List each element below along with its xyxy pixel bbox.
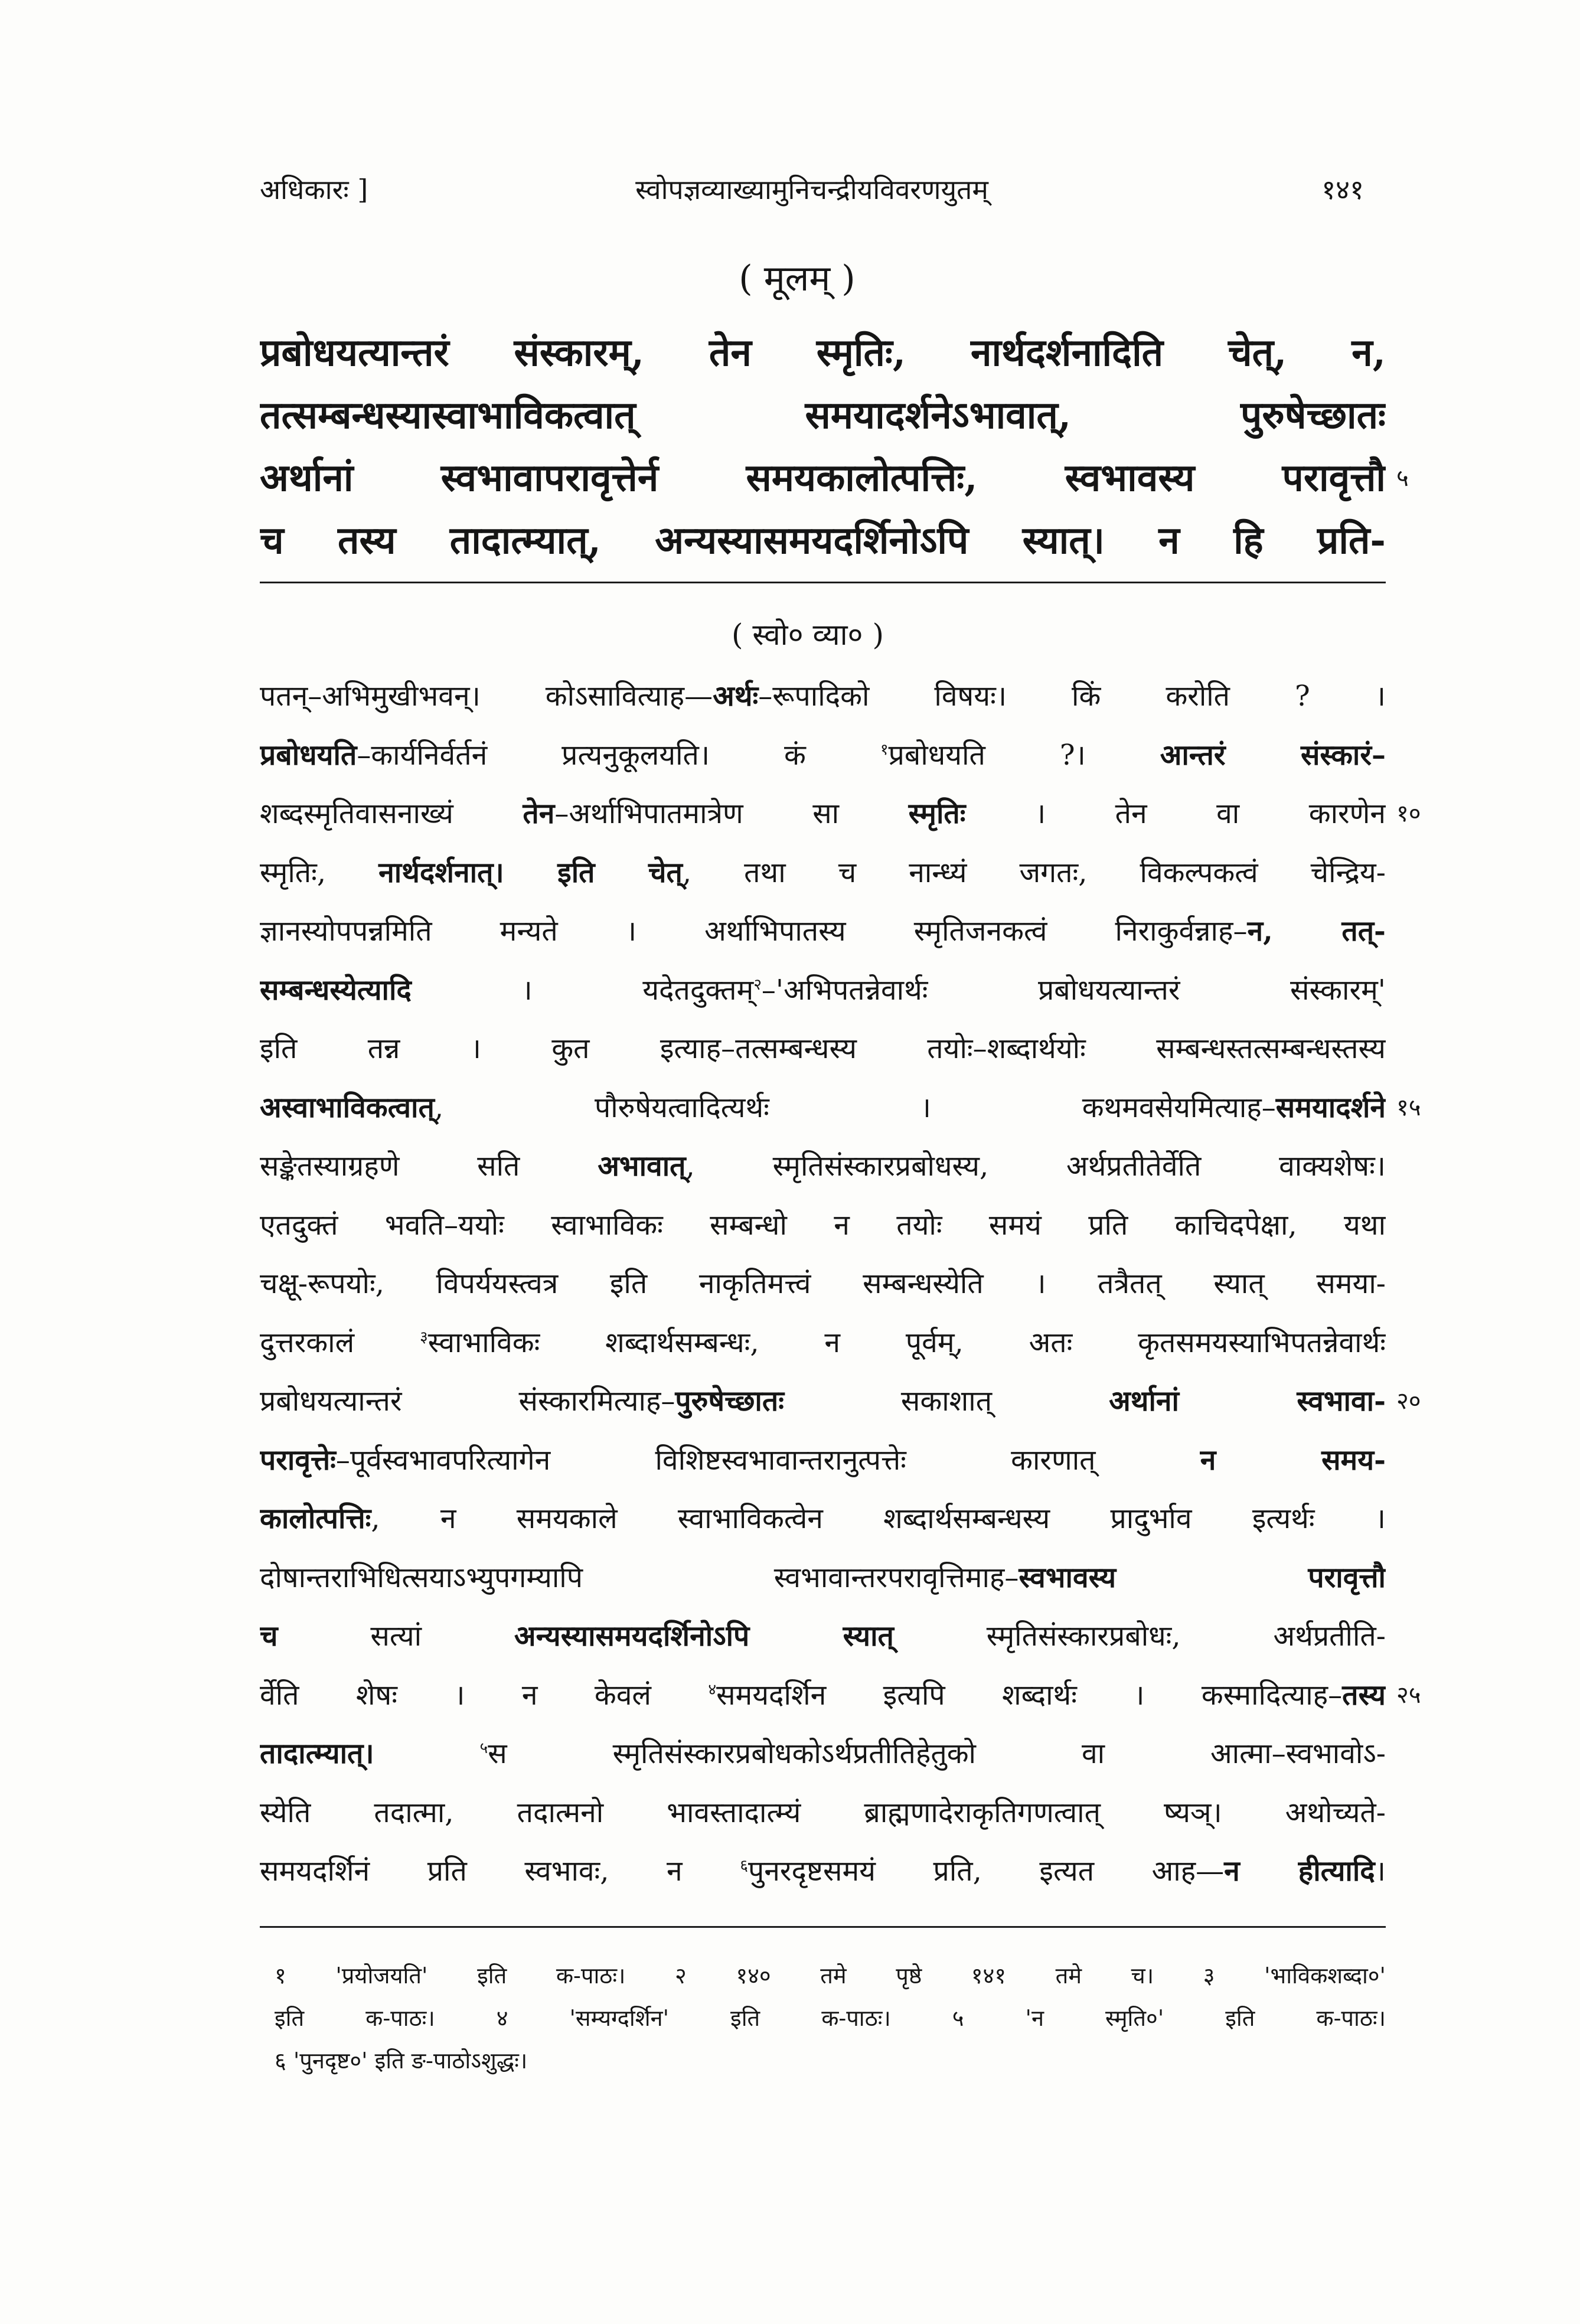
footnote-line: १ 'प्रयोजयति' इति क-पाठः। २ १४० तमे पृष्ठे १४१ तमे च। ३ 'भाविकशब्दा०' — [275, 1963, 1386, 1989]
footnote-line: इति क-पाठः। ४ 'सम्यग्दर्शिन' इति क-पाठः। ५ 'न स्मृति०' इति क-पाठः। — [275, 2005, 1386, 2031]
mula-section-heading: ( मूलम् ) — [739, 258, 856, 299]
footnote-marker: ४ — [708, 1680, 717, 1699]
commentary-line — [260, 1196, 1464, 1255]
margin-line-number: १५ — [1396, 1094, 1421, 1121]
margin-line-number: २५ — [1396, 1681, 1421, 1709]
section-divider — [260, 582, 1386, 583]
commentary-text — [374, 1737, 480, 1770]
commentary-line — [260, 667, 1464, 726]
commentary-line — [260, 785, 1464, 844]
commentary-line — [260, 1431, 1464, 1490]
quoted-mula-text: स्मृतिः — [908, 797, 966, 830]
commentary-line — [260, 1842, 1464, 1901]
footnote-marker: ३ — [419, 1327, 428, 1346]
quoted-mula-text: न समय- — [1200, 1443, 1386, 1477]
commentary-text: , न समयकाले स्वाभाविकत्वेन शब्दार्थसम्बन्धस्य प्रादुर्भाव इत्यर्थः । — [371, 1502, 1386, 1535]
commentary-line — [260, 1314, 1464, 1373]
running-title: स्वोपज्ञव्याख्यामुनिचन्द्रीयविवरणयुतम् — [635, 174, 988, 205]
commentary-line-text — [260, 667, 1386, 726]
quoted-mula-text: तेन — [523, 797, 555, 830]
commentary-line — [260, 1666, 1464, 1725]
mula-text-block — [260, 322, 1464, 572]
commentary-line — [260, 902, 1464, 961]
commentary-text: दुत्तरकालं — [260, 1326, 420, 1359]
mula-line — [260, 322, 1464, 384]
commentary-line-text — [260, 902, 1386, 961]
margin-line-number: १० — [1396, 800, 1421, 827]
commentary-line-text — [260, 1020, 1386, 1079]
commentary-line-text — [260, 1607, 1386, 1666]
commentary-line-text — [260, 1842, 1386, 1901]
commentary-text: । तेन वा कारणेन — [965, 797, 1386, 830]
commentary-line-text — [260, 1784, 1386, 1843]
commentary-line — [260, 1255, 1464, 1314]
mula-line-text: प्रबोधयत्यान्तरं संस्कारम्, तेन स्मृतिः, नार्थदर्शनादिति चेत्, न, — [260, 331, 1386, 375]
commentary-text: स्वाभाविकः शब्दार्थसम्बन्धः, न पूर्वम्, अतः कृतसमयस्याभिपतन्नेवार्थः — [427, 1326, 1386, 1359]
commentary-line — [260, 1725, 1464, 1784]
quoted-mula-text: अन्यस्यासमयदर्शिनोऽपि स्यात् — [514, 1620, 894, 1653]
mula-line — [260, 510, 1464, 572]
quoted-mula-text: अर्थः — [713, 680, 759, 713]
commentary-line-text — [260, 1725, 1386, 1784]
commentary-text: दोषान्तराभिधित्सयाऽभ्युपगम्यापि स्वभावान्तरपरावृत्तिमाह– — [260, 1561, 1019, 1594]
commentary-line — [260, 1020, 1464, 1079]
mula-line — [260, 447, 1464, 510]
quoted-mula-text: तस्य — [1342, 1678, 1386, 1712]
commentary-line — [260, 1784, 1464, 1843]
commentary-line — [260, 1137, 1464, 1196]
footnote-marker: १ — [880, 740, 889, 759]
quoted-mula-text: पुरुषेच्छातः — [675, 1385, 784, 1418]
mula-line-text: अर्थानां स्वभावापरावृत्तेर्न समयकालोत्पत्तिः, स्वभावस्य परावृत्तौ — [260, 456, 1386, 500]
commentary-line-text — [260, 1137, 1386, 1196]
commentary-text: स्येति तदात्मा, तदात्मनो भावस्तादात्म्यं ब्राह्मणादेराकृतिगणत्वात् ष्यञ्। अथोच्यते- — [260, 1796, 1386, 1829]
commentary-text: –पूर्वस्वभावपरित्यागेन विशिष्टस्वभावान्तरानुत्पत्तेः कारणात् — [335, 1443, 1200, 1477]
footnote-marker: ६ — [740, 1856, 748, 1875]
commentary-text: एतदुक्तं भवति–ययोः स्वाभाविकः सम्बन्धो न तयोः समयं प्रति काचिदपेक्षा, यथा — [260, 1208, 1386, 1242]
mula-line-text: तत्सम्बन्धस्यास्वाभाविकत्वात् समयादर्शनेऽभावात्, पुरुषेच्छातः — [260, 393, 1386, 438]
commentary-text: –रूपादिको विषयः। किं करोति ? । — [758, 680, 1386, 713]
commentary-line — [260, 844, 1464, 903]
commentary-line-text — [260, 1666, 1386, 1725]
commentary-line-text — [260, 844, 1386, 903]
commentary-line-text — [260, 1255, 1386, 1314]
commentary-line-text — [260, 1314, 1386, 1373]
commentary-text: , पौरुषेयत्वादित्यर्थः । कथमवसेयमित्याह– — [434, 1091, 1276, 1124]
commentary-text: ज्ञानस्योपपन्नमिति मन्यते । अर्थाभिपातस्य स्मृतिजनकत्वं निराकुर्वन्नाह– — [260, 915, 1248, 948]
commentary-text: प्रबोधयत्यान्तरं संस्कारमित्याह– — [260, 1385, 675, 1418]
commentary-line-text — [260, 1372, 1386, 1431]
footnote-marker: ५ — [479, 1739, 488, 1757]
commentary-line-text — [260, 1549, 1386, 1608]
footnote-line: ६ 'पुनदृष्ट०' इति ङ-पाठोऽशुद्धः। — [275, 2048, 528, 2074]
commentary-text: पुनरदृष्टसमयं प्रति, इत्यत आह— — [747, 1855, 1225, 1888]
commentary-line-text — [260, 961, 1386, 1020]
quoted-mula-text: समयादर्शने — [1275, 1091, 1386, 1124]
mula-line — [260, 384, 1464, 447]
commentary-line — [260, 1490, 1464, 1549]
commentary-text: पतन्–अभिमुखीभवन्। कोऽसावित्याह— — [260, 680, 713, 713]
commentary-text: –अर्थाभिपातमात्रेण सा — [554, 797, 909, 830]
commentary-text: । — [1375, 1855, 1386, 1888]
commentary-line-text — [260, 1431, 1386, 1490]
quoted-mula-text: च — [260, 1620, 278, 1653]
quoted-mula-text: आन्तरं संस्कारं– — [1160, 738, 1386, 772]
commentary-text: स स्मृतिसंस्कारप्रबोधकोऽर्थप्रतीतिहेतुको वा आत्मा–स्वभावोऽ- — [488, 1737, 1386, 1770]
commentary-text: र्वेति शेषः । न केवलं — [260, 1678, 709, 1712]
quoted-mula-text: स्वभावस्य परावृत्तौ — [1018, 1561, 1386, 1594]
quoted-mula-text: अभावात् — [598, 1150, 686, 1183]
commentary-line-text — [260, 726, 1386, 785]
page-number: १४१ — [1321, 174, 1364, 205]
footnote-marker: २ — [753, 975, 762, 994]
chapter-label: अधिकारः ] — [260, 174, 368, 205]
commentary-text-block — [260, 667, 1464, 1901]
quoted-mula-text: तादात्म्यात्। — [260, 1737, 374, 1770]
commentary-text: स्मृतिसंस्कारप्रबोधः, अर्थप्रतीति- — [893, 1620, 1386, 1653]
commentary-text: प्रबोधयति ?। — [888, 738, 1160, 772]
commentary-line — [260, 1549, 1464, 1608]
quoted-mula-text: प्रबोधयति — [260, 738, 357, 772]
quoted-mula-text: न, तत्- — [1247, 915, 1386, 948]
quoted-mula-text: अस्वाभाविकत्वात् — [260, 1091, 435, 1124]
commentary-text: –कार्यनिर्वर्तनं प्रत्यनुकूलयति। कं — [357, 738, 880, 772]
commentary-text: समयदर्शिनं प्रति स्वभावः, न — [260, 1855, 740, 1888]
commentary-line — [260, 726, 1464, 785]
commentary-line-text — [260, 1079, 1386, 1138]
quoted-mula-text: न हीत्यादि — [1224, 1855, 1375, 1888]
commentary-text: , स्मृतिसंस्कारप्रबोधस्य, अर्थप्रतीतेर्वेति वाक्यशेषः। — [685, 1150, 1386, 1183]
commentary-text: –'अभिपतन्नेवार्थः प्रबोधयत्यान्तरं संस्कारम्' — [761, 973, 1386, 1007]
commentary-line-text — [260, 1196, 1386, 1255]
footnotes-block — [275, 1954, 1386, 2082]
commentary-section-heading: ( स्वो० व्या० ) — [732, 618, 884, 652]
commentary-text: सङ्केतस्याग्रहणे सति — [260, 1150, 598, 1183]
commentary-line-text — [260, 1490, 1386, 1549]
commentary-line — [260, 1372, 1464, 1431]
commentary-line — [260, 961, 1464, 1020]
quoted-mula-text: सम्बन्धस्येत्यादि — [260, 973, 412, 1007]
commentary-text: स्मृतिः, — [260, 856, 379, 889]
quoted-mula-text: परावृत्तेः — [260, 1443, 336, 1477]
quoted-mula-text: अर्थानां स्वभावा- — [1109, 1385, 1386, 1418]
margin-line-number: २० — [1396, 1388, 1421, 1415]
commentary-line — [260, 1607, 1464, 1666]
commentary-text: इति तन्न । कुत इत्याह–तत्सम्बन्धस्य तयोः–शब्दार्थयोः सम्बन्धस्तत्सम्बन्धस्तस्य — [260, 1032, 1386, 1065]
commentary-text: सत्यां — [278, 1620, 514, 1653]
commentary-text: समयदर्शिन इत्यपि शब्दार्थः । कस्मादित्याह– — [716, 1678, 1343, 1712]
margin-line-number: ५ — [1396, 465, 1409, 492]
quoted-mula-text: नार्थदर्शनात्। इति चेत् — [378, 856, 683, 889]
quoted-mula-text: कालोत्पत्तिः — [260, 1502, 371, 1535]
footnote-divider — [260, 1926, 1386, 1928]
commentary-text: , तथा च नान्ध्यं जगतः, विकल्पकत्वं चेन्द्रिय- — [682, 856, 1386, 889]
commentary-text: शब्दस्मृतिवासनाख्यं — [260, 797, 523, 830]
commentary-line-text — [260, 785, 1386, 844]
mula-line-text: च तस्य तादात्म्यात्, अन्यस्यासमयदर्शिनोऽपि स्यात्। न हि प्रति- — [260, 518, 1386, 563]
commentary-line — [260, 1079, 1464, 1138]
commentary-text: । यदेतदुक्तम् — [411, 973, 754, 1007]
commentary-text: सकाशात् — [784, 1385, 1109, 1418]
commentary-text: चक्षू-रूपयोः, विपर्ययस्त्वत्र इति नाकृतिमत्त्वं सम्बन्धस्येति । तत्रैतत् स्यात् समया- — [260, 1267, 1386, 1300]
